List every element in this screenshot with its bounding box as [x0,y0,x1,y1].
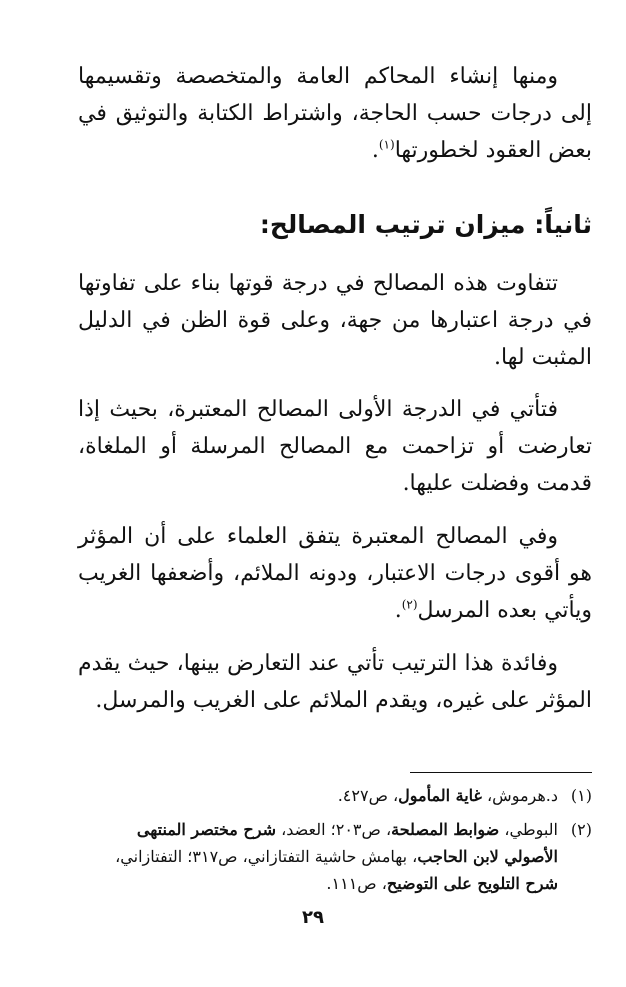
footnote-ref-2: (٢) [401,597,418,612]
paragraph-courts: ومنها إنشاء المحاكم العامة والمتخصصة وتقسيمها إلى درجات حسب الحاجة، واشتراط الكتابة والتوثيق في بعض العقود لخطورتها$^{(١)}$. [78,64,592,163]
paragraph-benefit: وفائدة هذا الترتيب تأتي عند التعارض بينها، حيث يقدم المؤثر على غيره، ويقدم الملائم على الغريب والمرسل. [78,651,592,713]
paragraph-effective: وفي المصالح المعتبرة يتفق العلماء على أن المؤثر هو أقوى درجات الاعتبار، ودونه الملائم، وأضعفها الغريب ويأتي بعده المرسل$^{(٢)}$. [78,524,592,623]
section-heading: ثانياً: ميزان ترتيب المصالح: [259,210,592,239]
page-number: ٢٩ [302,907,324,928]
footnote-ref-1: (١) [378,137,395,152]
footnote-1: (١)د.هرموش، غاية المأمول، ص٤٢٧. [337,786,592,805]
paragraph-first-degree: فتأتي في الدرجة الأولى المصالح المعتبرة، بحيث إذا تعارضت أو تزاحمت مع المصالح المرسلة أو الملغاة، قدمت وفضلت عليها. [78,397,592,496]
paragraph-variation: تتفاوت هذه المصالح في درجة قوتها بناء على تفاوتها في درجة اعتبارها من جهة، وعلى قوة الظن في الدليل المثبت لها. [78,271,592,370]
footnote-separator [410,772,592,773]
footnote-2: (٢)البوطي، ضوابط المصلحة، ص٢٠٣؛ العضد، شرح مختصر المنتهى الأصولي لابن الحاجب، بهامش حاشية التفتازاني، ص٣١٧؛ التفتازاني، شرح التلويح على التوضيح، ص١١١. [115,820,592,893]
